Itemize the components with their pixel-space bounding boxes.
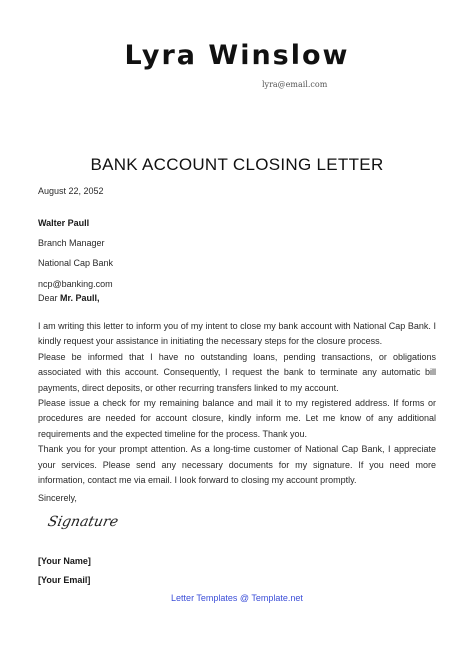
footer <box>0 593 474 603</box>
body-paragraph-4: Thank you for your prompt attention. As a long-time customer of National Cap Bank, I appreciate your services. Please send any necessary documents for my signature. If you need more information, contact me via email. I look forward to closing my account promptly. <box>38 444 436 486</box>
letter-date: August 22, 2052 <box>38 186 104 196</box>
your-email-placeholder: [Your Email] <box>38 575 91 585</box>
recipient-email: ncp@banking.com <box>38 279 113 289</box>
your-name-placeholder: [Your Name] <box>38 556 91 566</box>
letter-title: BANK ACCOUNT CLOSING LETTER <box>90 155 384 174</box>
letter-body <box>38 319 436 488</box>
recipient-name: Walter Paull <box>38 218 90 228</box>
body-paragraph-2: Please be informed that I have no outstanding loans, pending transactions, or obligations associated with this account. Consequently, I request the bank to terminate any automatic bill payments, direct deposits, or other recurring transfers linked to my account. <box>38 351 436 393</box>
footer-prefix: Letter Templates @ <box>171 593 252 603</box>
closing: Sincerely, <box>38 493 77 503</box>
salutation-name: Mr. Paull, <box>60 293 100 303</box>
sender-email: lyra@email.com <box>262 80 328 89</box>
recipient-position: Branch Manager <box>38 238 105 248</box>
signature: Signature <box>46 514 120 530</box>
salutation <box>38 293 100 303</box>
recipient-bank: National Cap Bank <box>38 258 114 268</box>
salutation-prefix: Dear <box>38 293 61 303</box>
body-paragraph-3: Please issue a check for my remaining balance and mail it to my registered address. If forms or procedures are needed for account closure, kindly inform me. Let me know of any additional requirements and the expected timeline for the process. Thank you. <box>38 398 436 439</box>
footer-link[interactable]: Template.net <box>251 593 303 603</box>
body-paragraph-1: I am writing this letter to inform you of my intent to close my bank account with National Cap Bank. I kindly request your assistance in initiating the necessary steps for the closure process. <box>38 321 436 347</box>
sender-name: Lyra Winslow <box>124 40 350 71</box>
